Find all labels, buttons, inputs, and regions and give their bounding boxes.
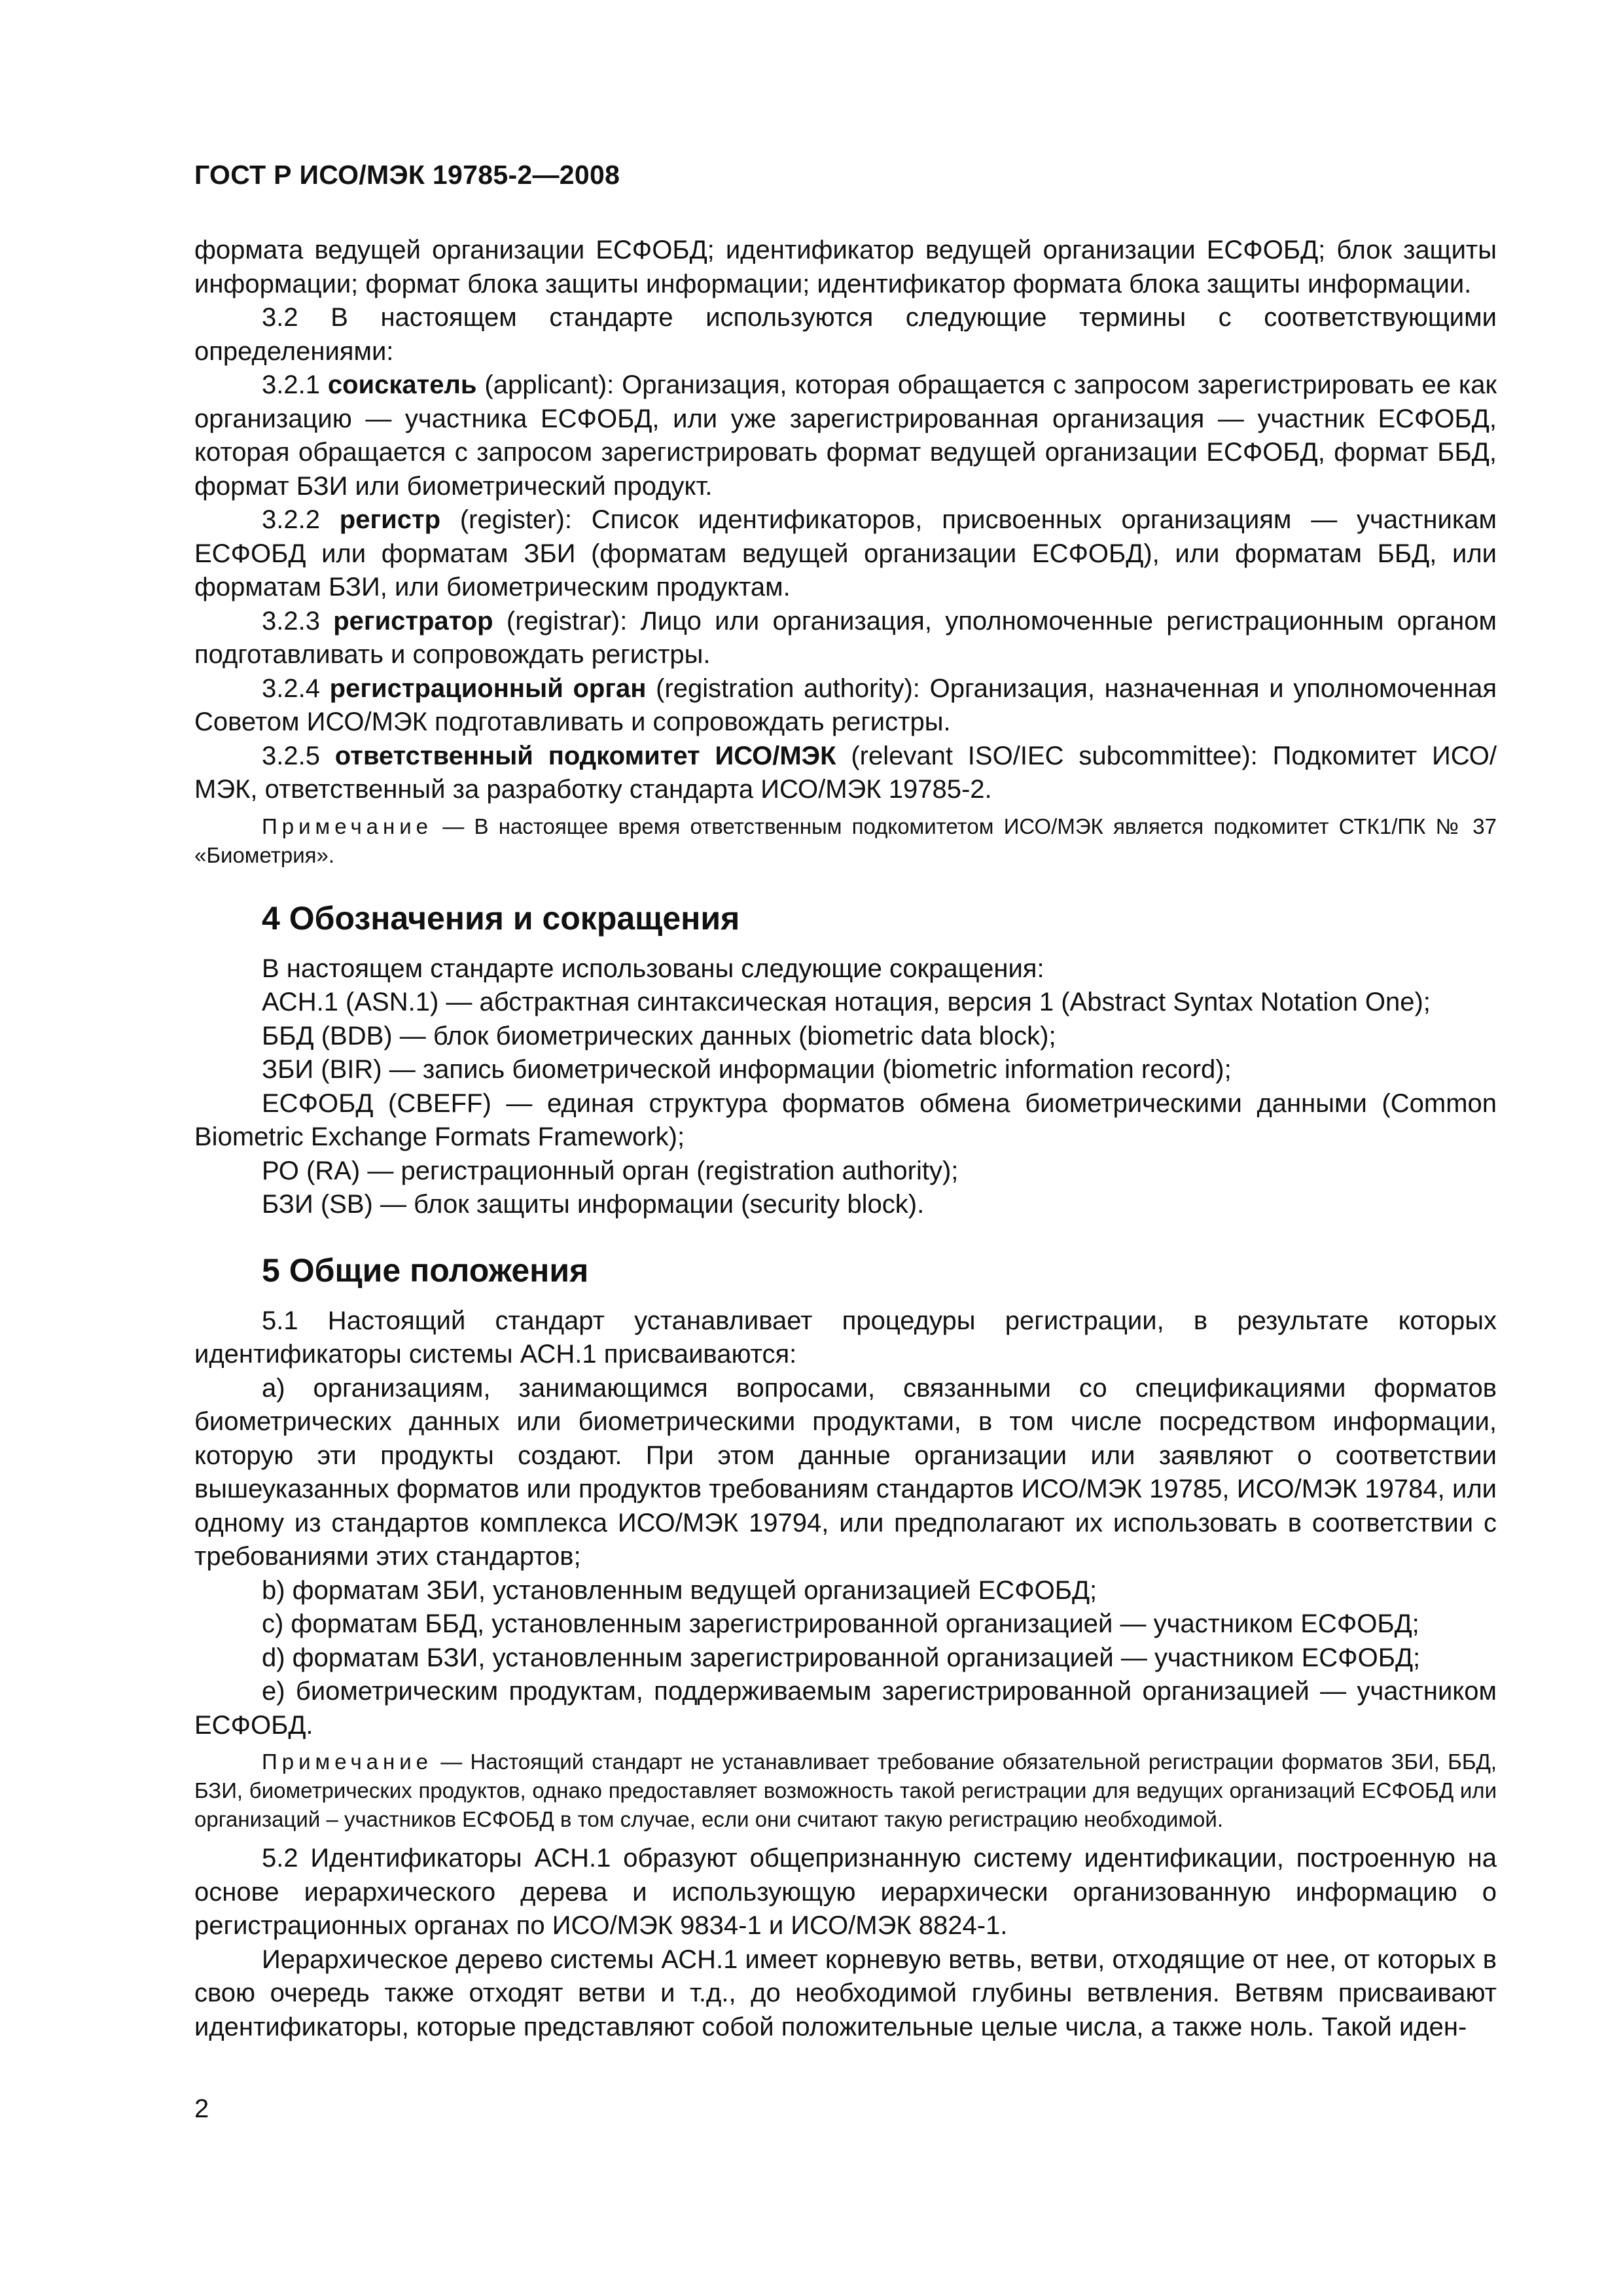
term-3-2-3: 3.2.3 регистратор (registrar): Лицо или организация, уполномоченные регистрационным органом подготавливать и сопровождать регистры. — [194, 606, 1497, 669]
list-item-c: c) форматам ББД, установленным зарегистрированной организацией — участником ЕСФОБД; — [262, 1609, 1419, 1638]
list-item-a: a) организациям, занимающимся вопросами, связанными со спецификациями форматов биометрических данных или биометрическими продуктами, в том числе посредством информации, которую эти продукты создают. При этом данные организации или заявляют о соответствии вышеуказанных форматов или продуктов требованиям стандартов ИСО/МЭК 19785, ИСО/МЭК 19784, или одному из стандартов комплекса ИСО/МЭК 19794, или предполагают их использовать в соответствии с требованиями этих стандартов; — [194, 1373, 1497, 1571]
abbr-bdb: ББД (BDB) — блок биометрических данных (biometric data block); — [262, 1021, 1056, 1050]
term-registrar: регистратор — [333, 606, 493, 636]
paragraph-5-2: 5.2 Идентификаторы АСН.1 образуют общепризнанную систему идентификации, построенную на основе иерархического дерева и использующую иерархически организованную информацию о регистрационных органах по ИСО/МЭК 9834-1 и ИСО/МЭК 8824-1. — [194, 1844, 1497, 1940]
term-3-2-5: 3.2.5 ответственный подкомитет ИСО/МЭК (relevant ISO/IEC subcommittee): Подкомитет ИСО/МЭК, ответственный за разработку стандарта ИСО/МЭК 19785-2. — [194, 741, 1497, 804]
paragraph-tree: Иерархическое дерево системы АСН.1 имеет корневую ветвь, ветви, отходящие от нее, от которых в свою очередь также отходят ветви и т.д., до необходимой глубины ветвления. Ветвям присваивают идентификаторы, которые представляют собой положительные целые числа, а также ноль. Такой иден- — [194, 1945, 1497, 2041]
section-4-heading: 4 Обозначения и сокращения — [262, 899, 740, 937]
paragraph-3-2: 3.2 В настоящем стандарте используются следующие термины с соответствующими определениями: — [194, 303, 1497, 366]
term-3-2-1: 3.2.1 соискатель (applicant): Организация, которая обращается с запросом зарегистрировать ее как организацию — участника ЕСФОБД, или уже зарегистрированная организация — участник ЕСФОБД, которая обращается с запросом зарегистрировать формат ведущей организации ЕСФОБД, формат ББД, формат БЗИ или биометрический продукт. — [194, 370, 1497, 501]
abbr-bir: ЗБИ (BIR) — запись биометрической информации (biometric information record); — [262, 1055, 1232, 1084]
list-item-e: e) биометрическим продуктам, поддерживаемым зарегистрированной организацией — участником ЕСФОБД. — [194, 1677, 1497, 1740]
term-registration-authority: регистрационный орган — [329, 673, 647, 703]
abbr-asn1: АСН.1 (ASN.1) — абстрактная синтаксическая нотация, версия 1 (Abstract Syntax Notation One); — [262, 988, 1431, 1016]
abbr-cbeff: ЕСФОБД (CBEFF) — единая структура форматов обмена биометрическими данными (Common Biometric Exchange Formats Framework); — [194, 1088, 1497, 1151]
abbr-sb: БЗИ (SB) — блок защиты информации (security block). — [262, 1190, 925, 1219]
note-label: Примечание — [262, 1749, 433, 1774]
document-body — [194, 234, 1497, 2044]
list-item-d: d) форматам БЗИ, установленным зарегистрированной организацией — участником ЕСФОБД; — [262, 1643, 1421, 1672]
paragraph-continuation: формата ведущей организации ЕСФОБД; идентификатор ведущей организации ЕСФОБД; блок защиты информации; формат блока защиты информации; идентификатор формата блока защиты информации. — [194, 236, 1497, 298]
note-registration: Примечание — Настоящий стандарт не устанавливает требование обязательной регистрации форматов ЗБИ, ББД, БЗИ, биометрических продуктов, однако предоставляет возможность такой регистрации для ведущих организаций ЕСФОБД или организаций – участников ЕСФОБД в том случае, если они считают такую регистрацию необходимой. — [194, 1749, 1497, 1831]
term-relevant-subcommittee: ответственный подкомитет ИСО/МЭК — [334, 741, 836, 770]
term-3-2-2: 3.2.2 регистр (register): Список идентификаторов, присвоенных организациям — участникам ЕСФОБД или форматам ЗБИ (форматам ведущей организации ЕСФОБД), или форматам ББД, или форматам БЗИ, или биометрическим продуктам. — [194, 505, 1497, 601]
section-4-intro: В настоящем стандарте использованы следующие сокращения: — [262, 954, 1044, 983]
abbr-ra: РО (RA) — регистрационный орган (registration authority); — [262, 1156, 959, 1185]
list-item-b: b) форматам ЗБИ, установленным ведущей организацией ЕСФОБД; — [262, 1575, 1097, 1605]
term-register: регистр — [339, 505, 440, 534]
paragraph-5-1: 5.1 Настоящий стандарт устанавливает процедуры регистрации, в результате которых идентификаторы системы АСН.1 присваиваются: — [194, 1306, 1497, 1369]
standard-header: ГОСТ Р ИСО/МЭК 19785-2—2008 — [194, 160, 620, 190]
term-3-2-4: 3.2.4 регистрационный орган (registration authority): Организация, назначенная и уполномоченная Советом ИСО/МЭК подготавливать и сопровождать регистры. — [194, 673, 1497, 736]
section-5-heading: 5 Общие положения — [262, 1251, 589, 1289]
note-label: Примечание — [262, 814, 433, 838]
term-applicant: соискатель — [327, 370, 477, 399]
page-number: 2 — [194, 2094, 209, 2123]
note-subcommittee: Примечание — В настоящее время ответственным подкомитетом ИСО/МЭК является подкомитет СТК1/ПК № 37 «Биометрия». — [194, 814, 1497, 867]
